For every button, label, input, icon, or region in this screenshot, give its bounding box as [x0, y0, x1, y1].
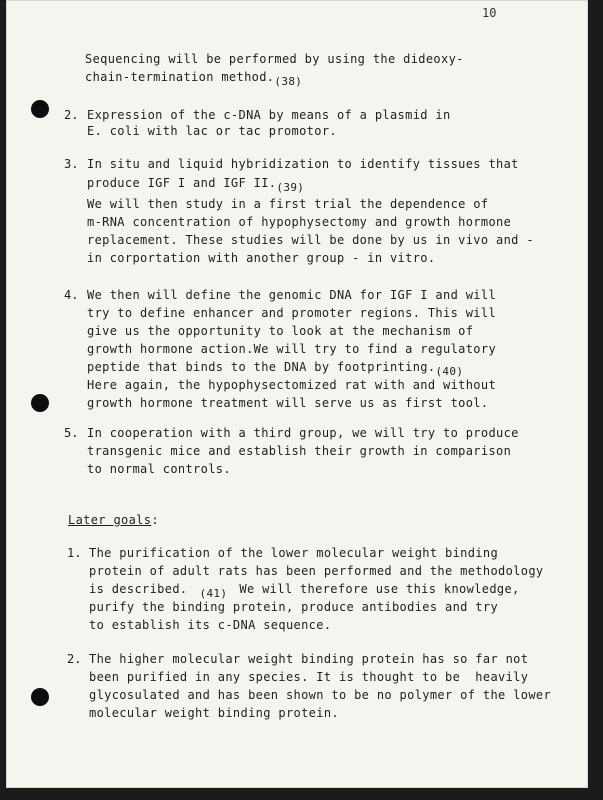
item-5-line-1: In cooperation with a third group, we will try to produce — [87, 426, 519, 440]
item-4-line-1: We then will define the genomic DNA for IGF I and will — [87, 288, 497, 302]
page-number: 10 — [482, 6, 497, 20]
item-4-line-2: try to define enhancer and promoter regions. This will — [87, 306, 497, 320]
reference-40: (40) — [435, 365, 464, 378]
item-3-extra-line-4: in corportation with another group - in vitro. — [87, 251, 436, 265]
later-goals-heading: Later goals: — [68, 513, 159, 527]
later-item-1-line-2: protein of adult rats has been performed and the methodology — [89, 564, 544, 578]
item-5-number: 5. — [64, 426, 79, 440]
item-2-line-2: E. coli with lac or tac promotor. — [87, 124, 337, 138]
binder-hole-top — [31, 100, 49, 118]
later-item-2-line-4: molecular weight binding protein. — [89, 706, 339, 720]
later-item-1-line-5: to establish its c-DNA sequence. — [89, 618, 332, 632]
item-3-extra-line-1: We will then study in a first trial the dependence of — [87, 197, 489, 211]
later-item-2-line-3: glycosulated and has been shown to be no polymer of the lower — [89, 688, 552, 702]
later-item-1-number: 1. — [67, 546, 82, 560]
document-page — [6, 0, 588, 788]
later-item-2-line-2: been purified in any species. It is thought to be heavily — [89, 670, 529, 684]
later-item-1-line-3: is described. (41) We will therefore use this knowledge, — [89, 582, 520, 600]
reference-39: (39) — [276, 181, 305, 194]
item-3-extra-line-2: m-RNA concentration of hypophysectomy and growth hormone — [87, 215, 512, 229]
reference-38: (38) — [274, 75, 303, 88]
binder-hole-middle — [31, 394, 49, 412]
later-item-1-line-4: purify the binding protein, produce antibodies and try — [89, 600, 499, 614]
item-2-line-1: Expression of the c-DNA by means of a plasmid in — [87, 108, 451, 122]
binder-hole-bottom — [31, 688, 49, 706]
item-3-line-1: In situ and liquid hybridization to identify tissues that — [87, 157, 519, 171]
item-4-line-3: give us the opportunity to look at the mechanism of — [87, 324, 474, 338]
later-item-1-line-1: The purification of the lower molecular weight binding — [89, 546, 499, 560]
later-item-2-line-1: The higher molecular weight binding protein has so far not — [89, 652, 529, 666]
item-5-line-2: transgenic mice and establish their growth in comparison — [87, 444, 512, 458]
later-item-2-number: 2. — [67, 652, 82, 666]
intro-line-1: Sequencing will be performed by using the dideoxy- — [85, 52, 464, 66]
item-5-line-3: to normal controls. — [87, 462, 231, 476]
item-3-line-2: produce IGF I and IGF II.(39) — [87, 176, 305, 194]
item-4-number: 4. — [64, 288, 79, 302]
reference-41: (41) — [199, 587, 228, 600]
item-4-line-4: growth hormone action.We will try to find a regulatory — [87, 342, 497, 356]
item-4-extra-line-2: growth hormone treatment will serve us as first tool. — [87, 396, 489, 410]
item-4-extra-line-1: Here again, the hypophysectomized rat with and without — [87, 378, 497, 392]
item-3-extra-line-3: replacement. These studies will be done by us in vivo and - — [87, 233, 534, 247]
intro-line-2: chain-termination method.(38) — [85, 70, 303, 88]
item-4-line-5: peptide that binds to the DNA by footprinting.(40) — [87, 360, 464, 378]
item-2-number: 2. — [64, 108, 79, 122]
item-3-number: 3. — [64, 157, 79, 171]
